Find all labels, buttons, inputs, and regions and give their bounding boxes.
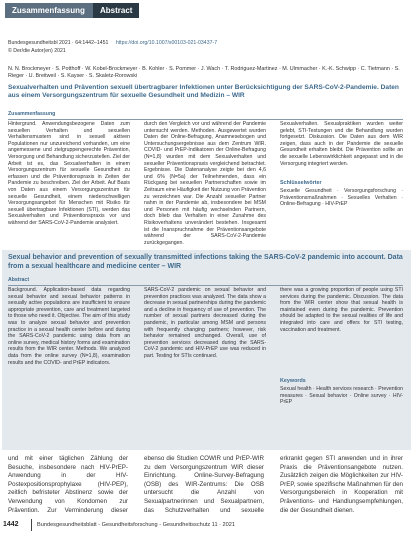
keywords-de: Sexuelle Gesundheit · Versorgungsforschung · Präventionsmaßnahmen · Sexuelles Verhalten · Online-Befragung · HIV-PrEP [280,188,403,208]
section-tabs [5,3,139,18]
tab-abstract: Abstract [93,3,139,18]
keywords-de-heading: Schlüsselwörter [280,180,322,186]
abstract-de-col3: Sexualverhalten. Sexualpraktiken wurden weiter gelebt, STI-Testungen und die Behandlung wurden fortgesetzt. Diskussion. Die Daten aus dem WIR zeigen, dass auch in der Pandemie die sexuelle Gesundheit erhalten bleibt. Die Prävention sollte an die sexuelle Lebenswirklichkeit angepasst und in die Versorgung integriert werden. [280,121,403,167]
abstract-de-col2: durch den Vergleich vor und während der Pandemie untersucht werden. Methoden. Ausgewertet wurden Daten der Online-Befragung, Anamnesebogen und Untersuchungsergebnisse aus dem Zentrum WIR. COVID- und PrEP-Indikatoren der Online-Befragung (N=1,8) wurden mit dem Sexualverhalten und sexueller Präventionspraxis vergleichend betrachtet. Ergebnisse. Die Datenanalyse zeigte bei den 4,6 und 6% (N=5a) der Teilnehmenden, dass ein Rückgang bei sexuellen Partnerschaften sowie im Zeitraum eine Häufigkeit der Nutzung von Prävention zu verzeichnen war. Die Anzahl sexueller Partner nahm in der Pandemie ab, insbesondere bei MSM und Personen mit häufig wechselnden Partnern, doch blieb das Verhalten in einer Zunahme des Risikoverhaltens unverändert bestehen. Insgesamt ist die Inanspruchnahme der Präventionsangebote während der SARS-CoV-2-Pandemie zurückgegangen. [144,121,266,246]
german-title: Sexualverhalten und Prävention sexuell übertragbarer Infektionen unter Berücksichtigung der SARS-CoV-2-Pandemie. Daten aus einem Versorgungszentrum für sexuelle Gesundheit und Medizin – WIR [8,84,399,99]
divider [8,285,403,286]
footer-divider [31,519,32,531]
doi-link[interactable]: https://doi.org/10.1007/s00103-021-03437-7 [115,40,218,46]
body-col2: ebenso die Studien COWIR und PrEP-WIR zu dem Versorgungszentrum WIR dieser Einrichtung. Online-Survey-Befragung (OSB) des WIR-Zentrums: Die OSB untersucht die Anzahl von Sexualpartnerinnen und Sexualpartnern, das Schutzverhalten und sexuelle [144,455,264,514]
journal-citation: Bundesgesundheitsbl 2021 · 64:1442–1451 [8,40,109,46]
abstract-de-col1: Hintergrund. Anwendungsbezogene Daten zum sexuellen Verhalten und sexuellen Verhaltensmustern sind in sexuell aktiven Populationen nur unzureichend vorhanden, um eine angemessene und zielgruppengerechte Prävention, Versorgung und Behandlung sicherzustellen. Ziel der Arbeit ist es, das Sexualverhalten in einem Versorgungszentrum für sexuelle Gesundheit zu erfassen und die Präventionspraxis in Zeiten der Pandemie zu beschreiben. Ziel der Arbeit. Auf Basis von Daten aus einem Versorgungszentrum für sexuelle Gesundheit, einem niederschwelligen Versorgungsangebot für Menschen mit Risiko für sexuell übertragbare Infektionen (STI), werden das Sexualverhalten und Präventionspraxis vor und während der SARS-CoV-2-Pandemie analysiert. [8,121,130,226]
author-list: N. N. Brockmeyer · S. Potthoff · W. Kobel-Brockmeyer · B. Kohler · S. Pommer · J. Wach · T. Rodriguez-Martinez · M. Ulmmacher · K.-K. Schwipp · C. Tietmann · S. Rieger · U. Breitweil · S. Kayser · S. Skaletz-Rorowski [8,66,400,79]
abstract-en-col3: there was a growing proportion of people using STI services during the pandemic. Discussion. The data from the WIR center show that sexual health is maintained even during the pandemic. Prevention should be adapted to the sexual realities of life and integrated into care and offers for STI testing, vaccination and treatment. [280,287,403,333]
abstract-en-col2: SARS-CoV-2 pandemic on sexual behavior and prevention practices was analyzed. The data show a decrease in sexual partnerships during the pandemic and a decline in frequency of use of prevention. The number of sexual partners decreased during the pandemic, in particular among MSM and persons with frequently changing partners; however, risk behavior remained unchanged. Overall, use of prevention services decreased during the SARS-CoV-2 pandemic and HIV-PrEP use was reduced in part. Testing for STIs continued. [144,287,266,359]
journal-footer: Bundesgesundheitsblatt - Gesundheitsforschung - Gesundheitsschutz 11 · 2021 [37,522,235,528]
page-number: 1442 [3,521,19,528]
english-title: Sexual behavior and prevention of sexually transmitted infections taking the SARS-CoV-2 pandemic into account. Data from a sexual healthcare and medicine center – WIR [8,254,403,270]
abstract-en-heading: Abstract [8,277,30,283]
abstract-de-heading: Zusammenfassung [8,111,56,117]
divider [8,119,403,120]
tab-zusammenfassung: Zusammenfassung [5,3,93,18]
citation-line [8,40,217,47]
copyright-line: © Der/die Autor(en) 2021 [8,48,66,54]
abstract-en-col1: Background. Application-based data regarding sexual behavior and sexual behavior patterns in sexually active populations are insufficient to ensure appropriate prevention, care and treatment targeted to those who need it. Objective. The aim of this study was to analyze sexual behavior and prevention practice in a sexual health center before and during the SARS-CoV-2 pandemic using data from an online survey, medical history forms and examination results from the WIR center. Methods. We analyzed data from the online survey (N=1,8), examination results and the COVID- and PrEP indicators. [8,287,130,366]
body-col1: und mit einer täglichen Zählung der Besuche, insbesondere nach HIV-PrEP-Anwendung in der HIV-Postexpositionsprophylaxe (HIV-PEP), zeitlich befristeter Abstinenz sowie der Verwendung von Kondomen zur Prävention. Zur Verminderung dieser [8,455,128,514]
keywords-en: Sexual health · Health services research · Prevention measures · Sexual behavior · Online survey · HIV-PrEP [280,386,403,406]
keywords-en-heading: Keywords [280,378,306,384]
body-col3: erkrankt gegen STI anwenden und in ihrer Praxis die Präventionsangebote nutzen. Zusätzlich zeigen die Möglichkeiten zur HIV-PrEP, sowie spezifische Maßnahmen für den Versorgungsbereich in Kooperation mit Präventions- und Handlungsempfehlungen, die der Gesundheit dienen. [280,455,403,514]
